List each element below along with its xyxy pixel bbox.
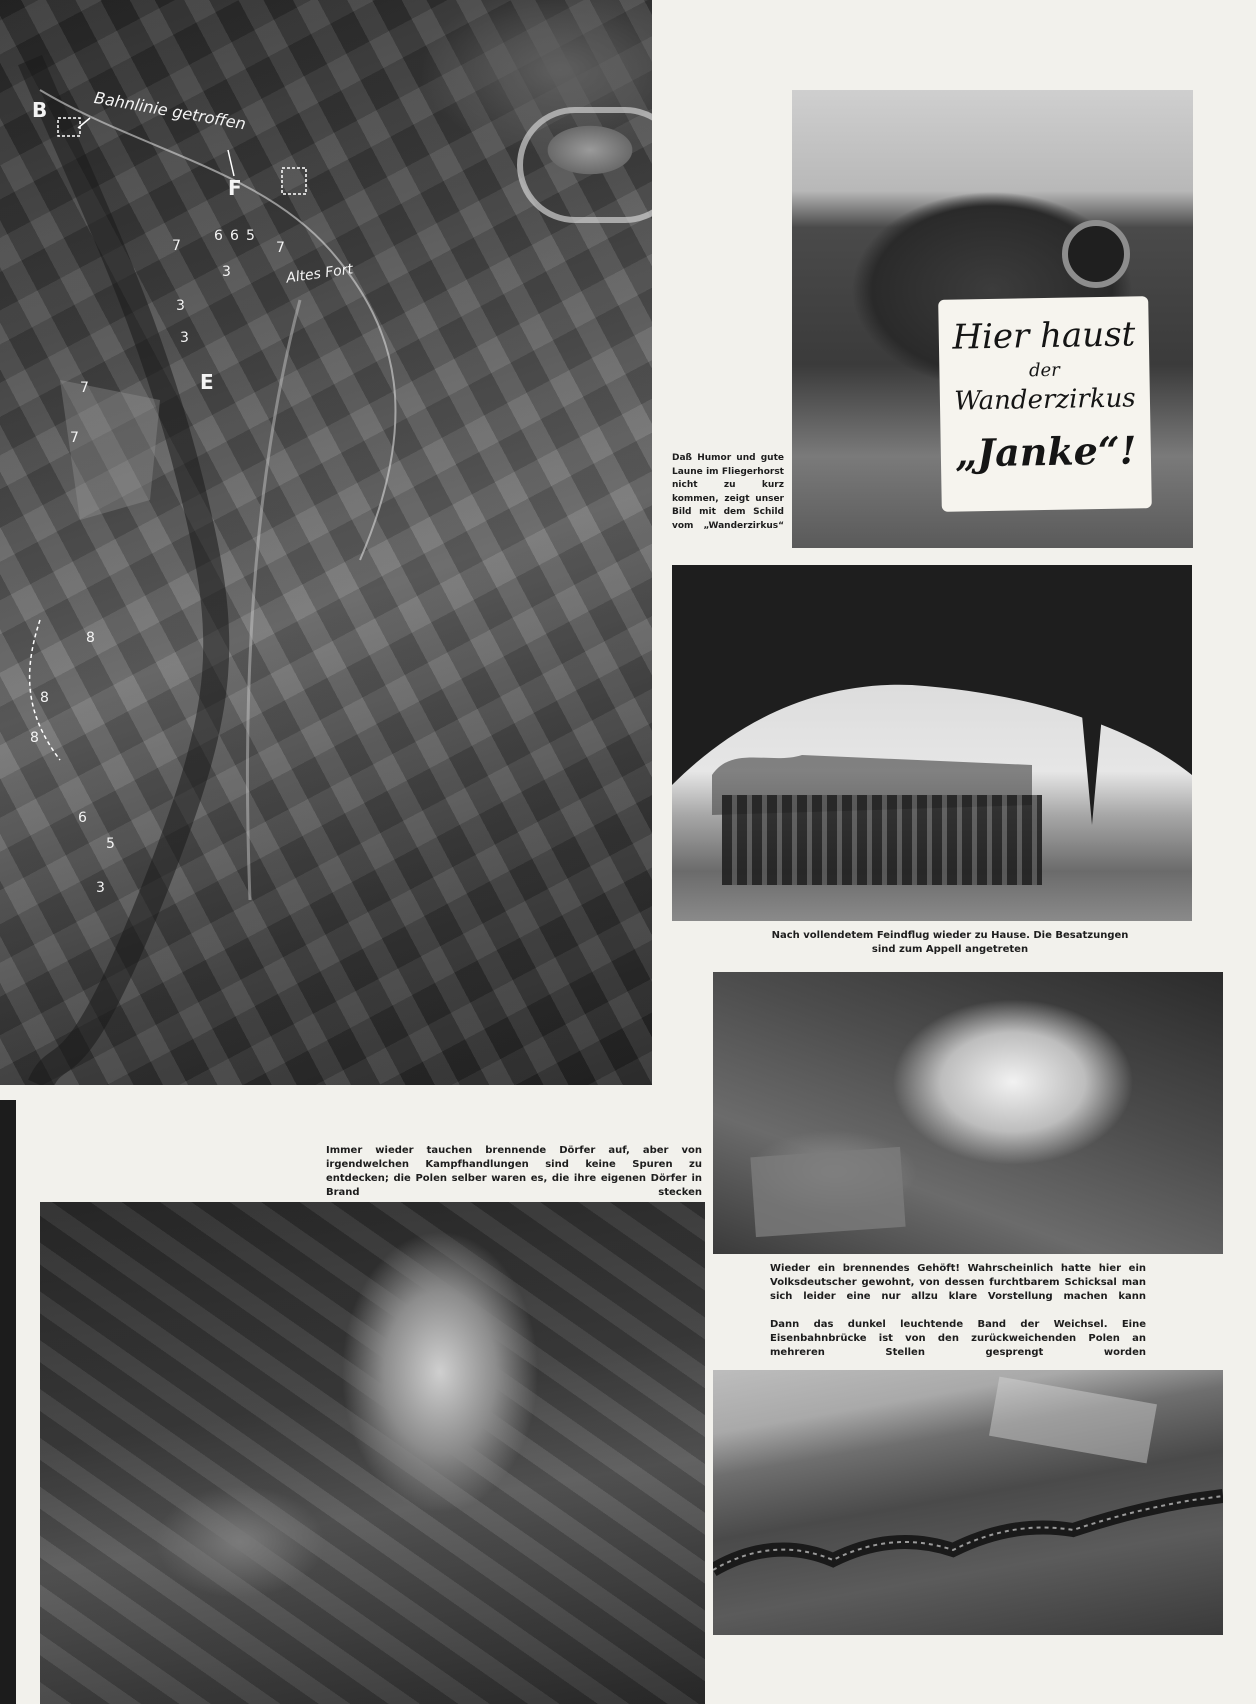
burning-village-photo	[40, 1202, 705, 1704]
arrow-f	[228, 150, 234, 176]
sign-line-4: „Janke“!	[954, 427, 1137, 476]
map-label-6c: 6	[78, 810, 87, 826]
caption-humor: Daß Humor und gute Laune im Fliegerhorst nicht zu kurz kommen, zeigt unser Bild mit dem Schild vom „Wanderzirkus“	[672, 453, 784, 531]
map-label-3b: 3	[176, 298, 185, 314]
vehicle-wheel-shape	[1062, 220, 1130, 288]
river-path	[30, 60, 216, 1085]
map-label-8c: 8	[30, 730, 39, 746]
map-label-6a: 6	[214, 228, 223, 244]
wanderzirkus-sign	[938, 296, 1152, 512]
sign-line-3: Wanderzirkus	[953, 383, 1136, 417]
aerial-map-overlay	[0, 0, 652, 1085]
map-label-7b: 7	[276, 240, 285, 256]
map-label-f: F	[228, 176, 242, 200]
sign-line-2: der	[1028, 359, 1060, 382]
marker-box-f	[282, 168, 306, 194]
fort-outline	[60, 380, 160, 520]
farm-field-block	[750, 1147, 905, 1237]
map-label-altes-fort: Altes Fort	[285, 261, 354, 287]
caption-gehoeft: Wieder ein brennendes Gehöft! Wahrscheinlich hatte hier ein Volksdeutscher gewohnt, von dessen furchtbarem Schicksal man sich leider eine nur allzu klare Vorstellung machen kann	[770, 1263, 1146, 1302]
map-label-8a: 8	[86, 630, 95, 646]
map-label-bahnlinie: Bahnlinie getroffen	[92, 88, 248, 134]
caption-weichsel: Dann das dunkel leuchtende Band der Weichsel. Eine Eisenbahnbrücke ist von den zurückweichenden Polen an mehreren Stellen gesprengt worden	[770, 1319, 1146, 1358]
map-label-7d: 7	[70, 430, 79, 446]
racetrack	[520, 110, 652, 220]
map-label-3a: 3	[222, 264, 231, 280]
map-label-b: B	[32, 98, 48, 122]
map-label-3c: 3	[180, 330, 189, 346]
weichsel-bridge-photo	[713, 1370, 1223, 1635]
bridge-trusses	[713, 1370, 1223, 1635]
road-line	[247, 300, 300, 900]
gehoeft-photo	[713, 972, 1223, 1254]
map-label-5b: 5	[106, 836, 115, 852]
map-label-7c: 7	[80, 380, 89, 396]
map-label-7a: 7	[172, 238, 181, 254]
map-label-5: 5	[246, 228, 255, 244]
map-label-e: E	[200, 370, 214, 394]
map-label-6b: 6	[230, 228, 239, 244]
appell-photo	[672, 565, 1192, 921]
left-page-edge	[0, 1100, 16, 1704]
caption-doerfer: Immer wieder tauchen brennende Dörfer auf, aber von irgendwelchen Kampfhandlungen sind keine Spuren zu entdecken; die Polen selber waren es, die ihre eigenen Dörfer in Brand stecken	[326, 1145, 702, 1198]
map-label-8b: 8	[40, 690, 49, 706]
aerial-map-photo	[0, 0, 652, 1085]
caption-appell: Nach vollendetem Feindflug wieder zu Hause. Die Besatzungen sind zum Appell angetreten	[771, 930, 1129, 955]
soldiers-row	[722, 795, 1042, 885]
map-label-3d: 3	[96, 880, 105, 896]
sign-line-1: Hier haust	[952, 314, 1136, 358]
show-through-heading	[668, 30, 683, 81]
sign-photo	[792, 90, 1193, 548]
